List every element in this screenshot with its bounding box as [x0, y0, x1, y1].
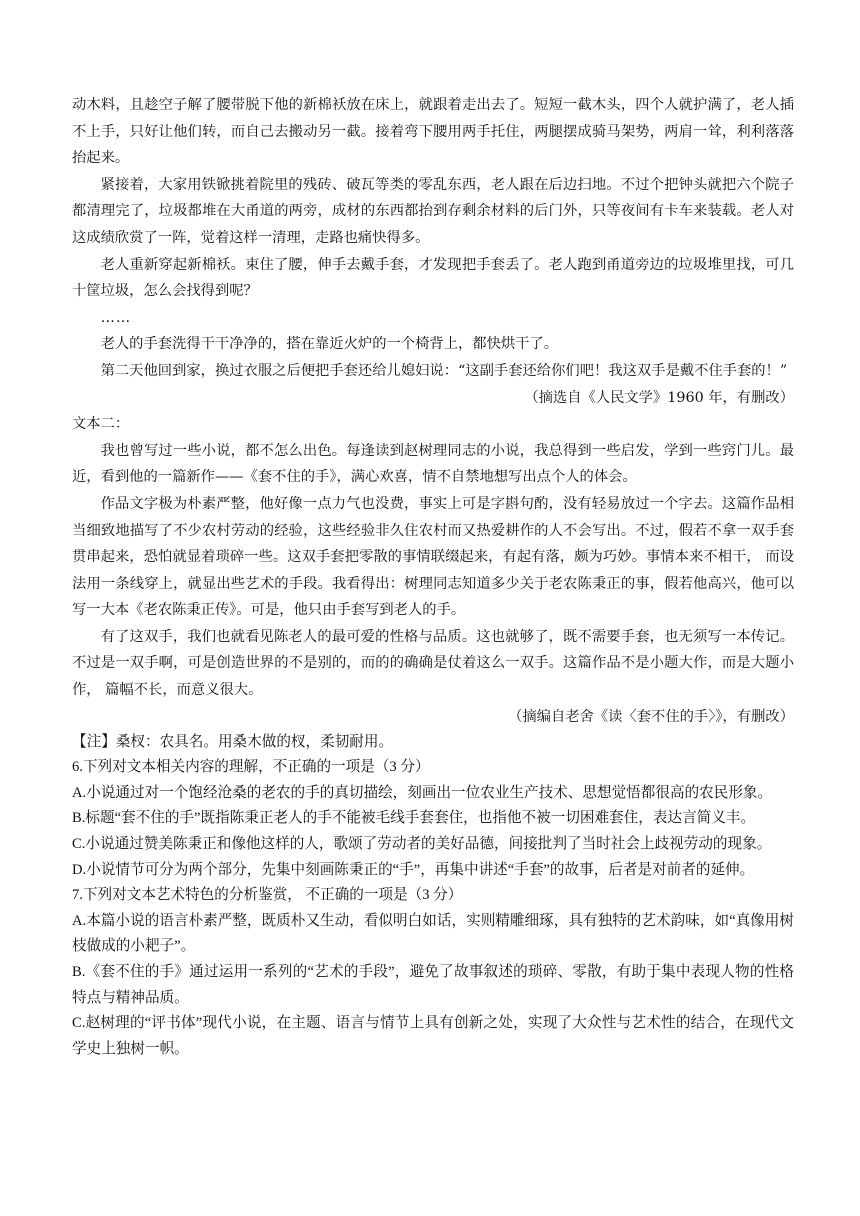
question-6-option-c: C.小说通过赞美陈秉正和像他这样的人，歌颂了劳动者的美好品德，间接批判了当时社会上歧视劳动的现象。 [72, 836, 772, 853]
text1-ellipsis: …… [100, 309, 132, 326]
question-6-option-d: D.小说情节可分为两个部分，先集中刻画陈秉正的“手”，再集中讲述“手套”的故事，后者是对前者的延伸。 [72, 861, 755, 878]
text1-paragraph-lost-gloves: 老人重新穿起新棉袄。束住了腰，伸手去戴手套，才发现把手套丢了。老人跑到甬道旁边的垃圾堆里找，可几十筐垃圾，怎么会找得到呢？ [72, 256, 794, 300]
text1-paragraph-cleanup: 紧接着，大家用铁锨挑着院里的残砖、破瓦等类的零乱东西，老人跟在后边扫地。不过个把钟头就把六个院子都清理完了，垃圾都堆在大甬道的两旁，成材的东西都抬到存剩余材料的后门外，只等夜间有卡车来装载。老人对这成绩欣赏了一阵，觉着这样一清理，走路也痛快得多。 [72, 176, 794, 246]
text2-paragraph-style: 作品文字极为朴素严整，他好像一点力气也没费，事实上可是字斟句酌，没有轻易放过一个字去。这篇作品相当细致地描写了不少农村劳动的经验，这些经验非久住农村而又热爱耕作的人不会写出。不过，假若不拿一双手套贯串起来，恐怕就显着琐碎一些。这双手套把零散的事情联缀起来，有起有落，颇为巧妙。事情本来不相干， 而设法用一条线穿上，就显出些艺术的手段。我看得出：树理同志知道多少关于老农陈秉正的事，假若他高兴，他可以写一大本《老农陈秉正传》。可是，他只由手套写到老人的手。 [72, 495, 794, 619]
text2-source: （摘编自老舍《读〈套不住的手〉》，有删改） [508, 708, 794, 725]
document-page [72, 92, 794, 1062]
text2-label: 文本二： [72, 416, 130, 433]
footnote: 【注】桑杈：农具名。用桑木做的杈，柔韧耐用。 [72, 734, 394, 751]
question-7-option-c: C.赵树理的“评书体”现代小说，在主题、语言与情节上具有创新之处，实现了大众性与艺术性的结合，在现代文学史上独树一帜。 [72, 1015, 794, 1057]
question-6-stem: 6.下列对文本相关内容的理解，不正确的一项是（3 分） [72, 759, 430, 776]
question-7-option-a: A.本篇小说的语言朴素严整，既质朴又生动，看似明白如话，实则精雕细琢，具有独特的艺术韵味，如“真像用树枝做成的小耙子”。 [72, 912, 794, 955]
text1-paragraph-return-gloves: 第二天他回到家，换过衣服之后便把手套还给儿媳妇说：“这副手套还给你们吧！我这双手是戴不住手套的！” [100, 362, 788, 379]
question-6-option-a: A.小说通过对一个饱经沧桑的老农的手的真切描绘，刻画出一位农业生产技术、思想觉悟都很高的农民形象。 [72, 784, 773, 801]
text2-paragraph-intro: 我也曾写过一些小说，都不怎么出色。每逢读到赵树理同志的小说，我总得到一些启发，学到一些窍门儿。最近，看到他的一篇新作——《套不住的手》，满心欢喜，情不自禁地想写出点个人的体会。 [72, 442, 794, 486]
question-7-stem: 7.下列对文本艺术特色的分析鉴赏， 不正确的一项是（3 分） [72, 887, 463, 904]
text1-paragraph-gloves-drying: 老人的手套洗得干干净净的，搭在靠近火炉的一个椅背上，都快烘干了。 [100, 336, 559, 353]
question-6-option-b: B.标题“套不住的手”既指陈秉正老人的手不能被毛线手套套住，也指他不被一切困难套住，表达言简义丰。 [72, 810, 756, 827]
question-7-option-b: B.《套不住的手》通过运用一系列的“艺术的手段”，避免了故事叙述的琐碎、零散，有助于集中表现人物的性格特点与精神品质。 [72, 964, 794, 1006]
text2-paragraph-hands: 有了这双手，我们也就看见陈老人的最可爱的性格与品质。这也就够了，既不需要手套，也无须写一本传记。不过是一双手啊，可是创造世界的不是别的，而的的确确是仗着这么一双手。这篇作品不是小题大作，而是大题小作， 篇幅不长，而意义很大。 [72, 628, 794, 699]
text1-paragraph-continued: 动木料，且趁空子解了腰带脱下他的新棉袄放在床上，就跟着走出去了。短短一截木头，四个人就护满了，老人插不上手，只好让他们转，而自己去搬动另一截。接着弯下腰用两手托住，两腿摆成骑马架势，两肩一耸，利利落落抬起来。 [72, 97, 794, 167]
text1-source: （摘选自《人民文学》1960 年，有删改） [524, 389, 794, 406]
